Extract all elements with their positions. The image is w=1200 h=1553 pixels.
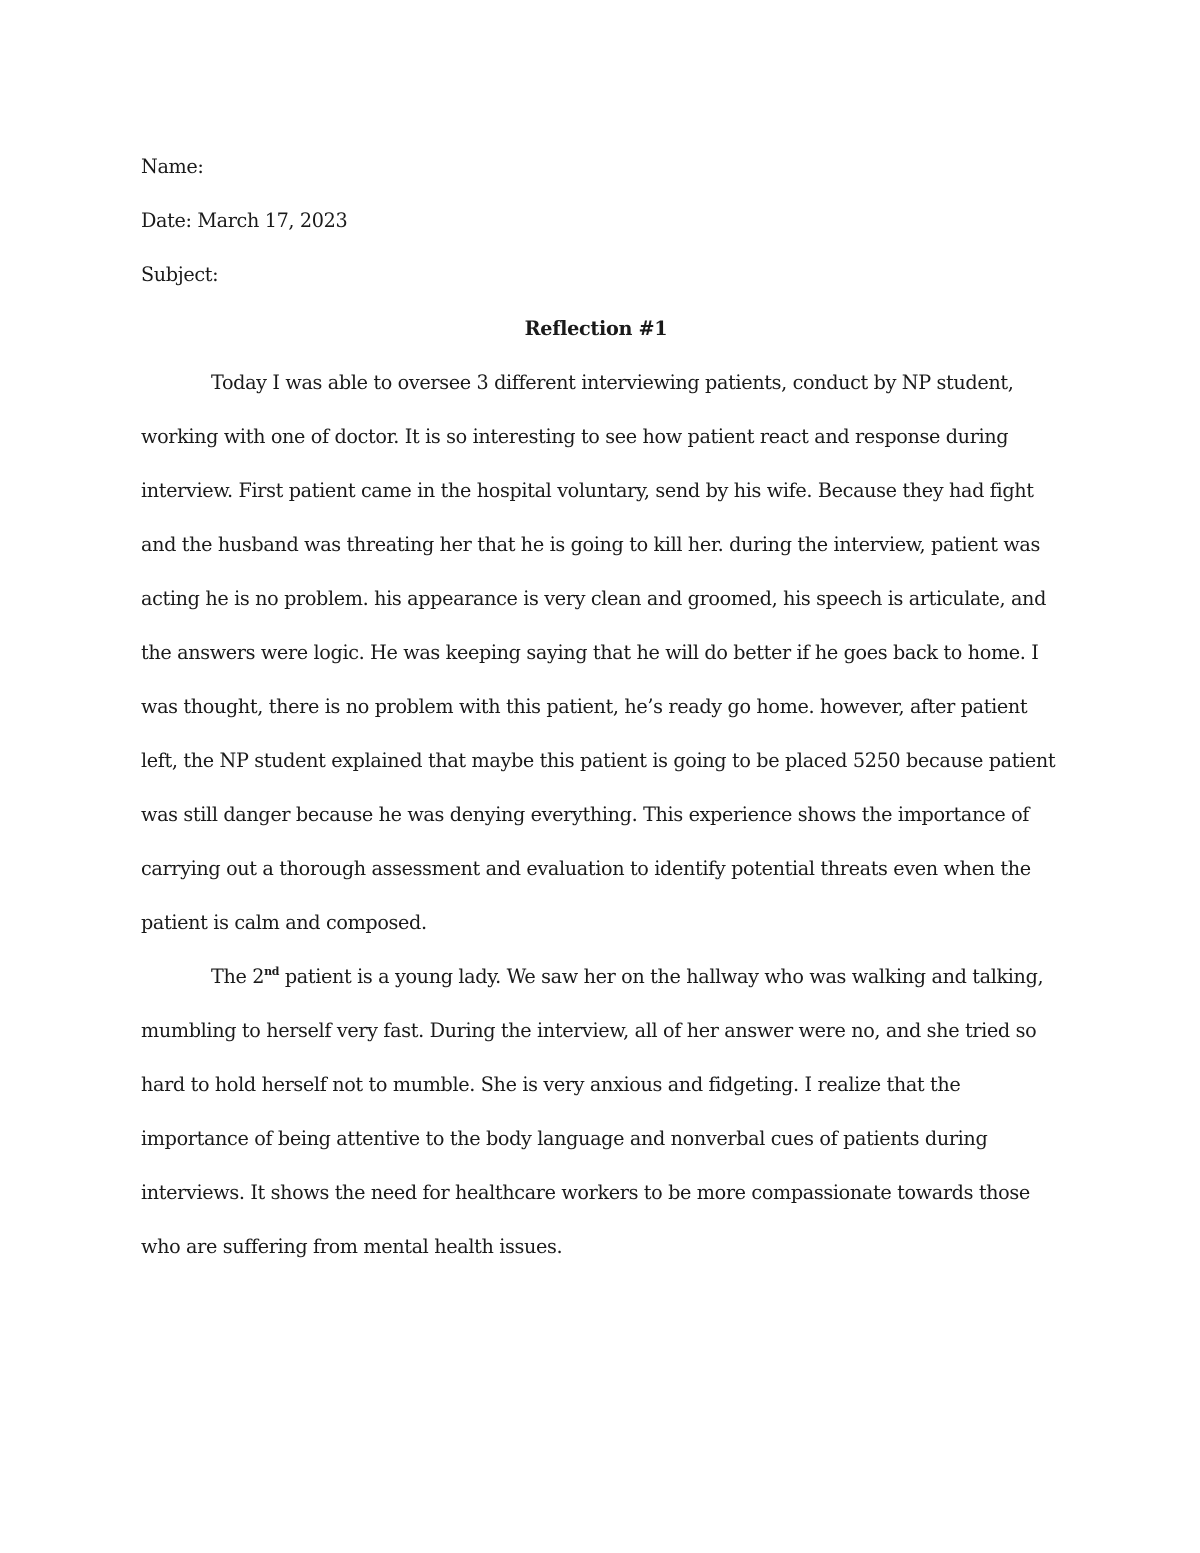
paragraph-1-line: the answers were logic. He was keeping saying that he will do better if he goes back to home. I (141, 641, 1039, 664)
paragraph-1-line: left, the NP student explained that maybe this patient is going to be placed 5250 because patient (141, 749, 1056, 772)
subject-line: Subject: (141, 263, 219, 286)
paragraph-2-line: importance of being attentive to the body language and nonverbal cues of patients during (141, 1127, 988, 1150)
paragraph-1-line: and the husband was threating her that he is going to kill her. during the interview, patient was (141, 533, 1041, 556)
paragraph-1-line: patient is calm and composed. (141, 911, 427, 934)
paragraph-2-first-line-rest: patient is a young lady. We saw her on the hallway who was walking and talking, (279, 965, 1044, 988)
paragraph-1-line: acting he is no problem. his appearance is very clean and groomed, his speech is articulate, and (141, 587, 1046, 610)
paragraph-1-line: was still danger because he was denying everything. This experience shows the importance of (141, 803, 1030, 826)
paragraph-1-line: carrying out a thorough assessment and evaluation to identify potential threats even when the (141, 857, 1031, 880)
paragraph-1 (141, 356, 1056, 950)
paragraph-2-line: hard to hold herself not to mumble. She is very anxious and fidgeting. I realize that the (141, 1073, 961, 1096)
date-line: Date: March 17, 2023 (141, 209, 348, 232)
paragraph-2-start: The 2 (211, 965, 265, 988)
paragraph-1-line: was thought, there is no problem with this patient, he’s ready go home. however, after patient (141, 695, 1028, 718)
paragraph-1-line: working with one of doctor. It is so interesting to see how patient react and response during (141, 425, 1009, 448)
document-content (141, 140, 1056, 1274)
paragraph-1-line: interview. First patient came in the hospital voluntary, send by his wife. Because they had fight (141, 479, 1034, 502)
paragraph-2-line: who are suffering from mental health issues. (141, 1235, 563, 1258)
paragraph-2 (141, 950, 1051, 1274)
paragraph-2-line: interviews. It shows the need for healthcare workers to be more compassionate towards those (141, 1181, 1030, 1204)
paragraph-2-first-line (141, 950, 1051, 1004)
paragraph-2-line: mumbling to herself very fast. During the interview, all of her answer were no, and she tried so (141, 1019, 1037, 1042)
ordinal-suffix: nd (264, 965, 280, 978)
document-title: Reflection #1 (524, 317, 668, 340)
name-line: Name: (141, 155, 204, 178)
paragraph-1-line: Today I was able to oversee 3 different interviewing patients, conduct by NP student, (211, 371, 1014, 394)
